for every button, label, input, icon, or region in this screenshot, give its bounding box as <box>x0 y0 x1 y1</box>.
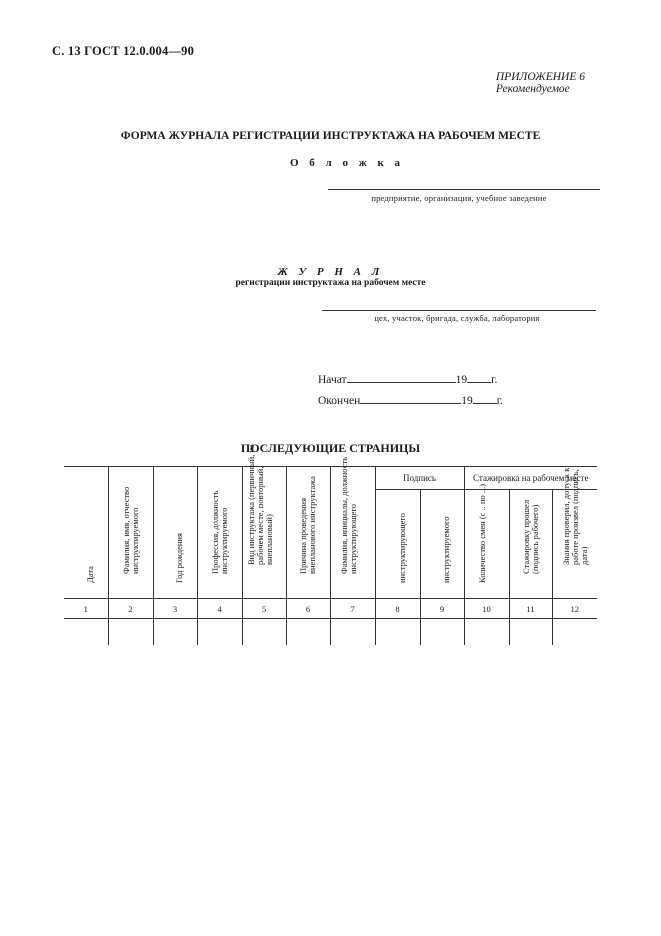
column-number: 5 <box>242 599 286 619</box>
column-number: 11 <box>509 599 552 619</box>
column-number: 2 <box>108 599 153 619</box>
empty-cell[interactable] <box>552 619 597 646</box>
column-number: 1 <box>64 599 108 619</box>
started-year-suffix: г. <box>491 374 498 386</box>
col-date-header: Дата <box>64 467 108 599</box>
col-reason-header: Причина проведения внепланового инструктажа <box>286 467 330 599</box>
empty-cell[interactable] <box>286 619 330 646</box>
unit-caption: цех, участок, бригада, служба, лаборатория <box>374 313 540 323</box>
next-pages-title: ПОСЛЕДУЮЩИЕ СТРАНИЦЫ <box>240 441 421 455</box>
column-number: 12 <box>552 599 597 619</box>
column-number: 10 <box>464 599 509 619</box>
col-shifts-header: Количество смен (с .. по ...) <box>464 490 509 599</box>
empty-cell[interactable] <box>197 619 242 646</box>
started-row <box>318 372 497 386</box>
ended-year-suffix: г. <box>496 395 504 407</box>
col-knowledge-checked-header: Знания проверил, допуск к работе произвел (подпись, дата) <box>552 490 597 599</box>
appendix-status: Рекомендуемое <box>495 83 570 95</box>
col-sign-trainee-header: инструктируемого <box>420 490 464 599</box>
col-profession-header: Профессия, должность инструктируемого <box>197 467 242 599</box>
page-header: С. 13 ГОСТ 12.0.004—90 <box>52 44 195 58</box>
ended-year-line[interactable] <box>473 393 497 404</box>
empty-cell[interactable] <box>420 619 464 646</box>
col-birthyear-header: Год рождения <box>153 467 197 599</box>
group-internship-header: Стажировка на рабочем месте <box>464 467 597 490</box>
empty-cell[interactable] <box>330 619 375 646</box>
col-fullname-header: Фамилия, имя, отчество инструктируемого <box>108 467 153 599</box>
appendix-block <box>496 71 585 95</box>
started-year-line[interactable] <box>467 372 491 383</box>
column-number: 6 <box>286 599 330 619</box>
cover-label: О б л о ж к а <box>290 157 405 169</box>
col-sign-instructor-header: инструктирующего <box>375 490 420 599</box>
started-label: Начат <box>318 374 347 386</box>
journal-subtitle: регистрации инструктажа на рабочем месте <box>235 278 426 288</box>
empty-cell[interactable] <box>64 619 108 646</box>
table-row <box>64 619 597 646</box>
empty-cell[interactable] <box>509 619 552 646</box>
col-internship-done-header: Стажировку прошел (подпись рабочего) <box>509 490 552 599</box>
ended-year-prefix: 19 <box>461 395 473 407</box>
ended-label: Окончен <box>318 395 361 407</box>
org-caption: предприятие, организация, учебное заведение <box>371 193 547 203</box>
column-number: 3 <box>153 599 197 619</box>
form-title: ФОРМА ЖУРНАЛА РЕГИСТРАЦИИ ИНСТРУКТАЖА НА РАБОЧЕМ МЕСТЕ <box>120 130 541 142</box>
ended-row <box>318 393 503 407</box>
started-date-line[interactable] <box>347 372 456 383</box>
column-number-row <box>64 599 597 619</box>
empty-cell[interactable] <box>108 619 153 646</box>
ended-date-line[interactable] <box>360 393 461 404</box>
col-briefing-type-header: Вид инструктажа (первичный, на рабочем месте, повторный, внеплановый) <box>242 467 286 599</box>
column-number: 4 <box>197 599 242 619</box>
col-instructor-header: Фамилия, инициалы, должность инструктирующего <box>330 467 375 599</box>
org-line <box>328 189 600 190</box>
empty-cell[interactable] <box>153 619 197 646</box>
column-number: 9 <box>420 599 464 619</box>
column-number: 7 <box>330 599 375 619</box>
column-number: 8 <box>375 599 420 619</box>
started-year-prefix: 19 <box>455 374 468 386</box>
group-signature-header: Подпись <box>375 467 464 490</box>
empty-cell[interactable] <box>242 619 286 646</box>
appendix-label: ПРИЛОЖЕНИЕ 6 <box>495 71 585 83</box>
empty-cell[interactable] <box>464 619 509 646</box>
unit-line <box>322 310 596 311</box>
empty-cell[interactable] <box>375 619 420 646</box>
journal-word: Ж У Р Н А Л <box>277 266 384 278</box>
